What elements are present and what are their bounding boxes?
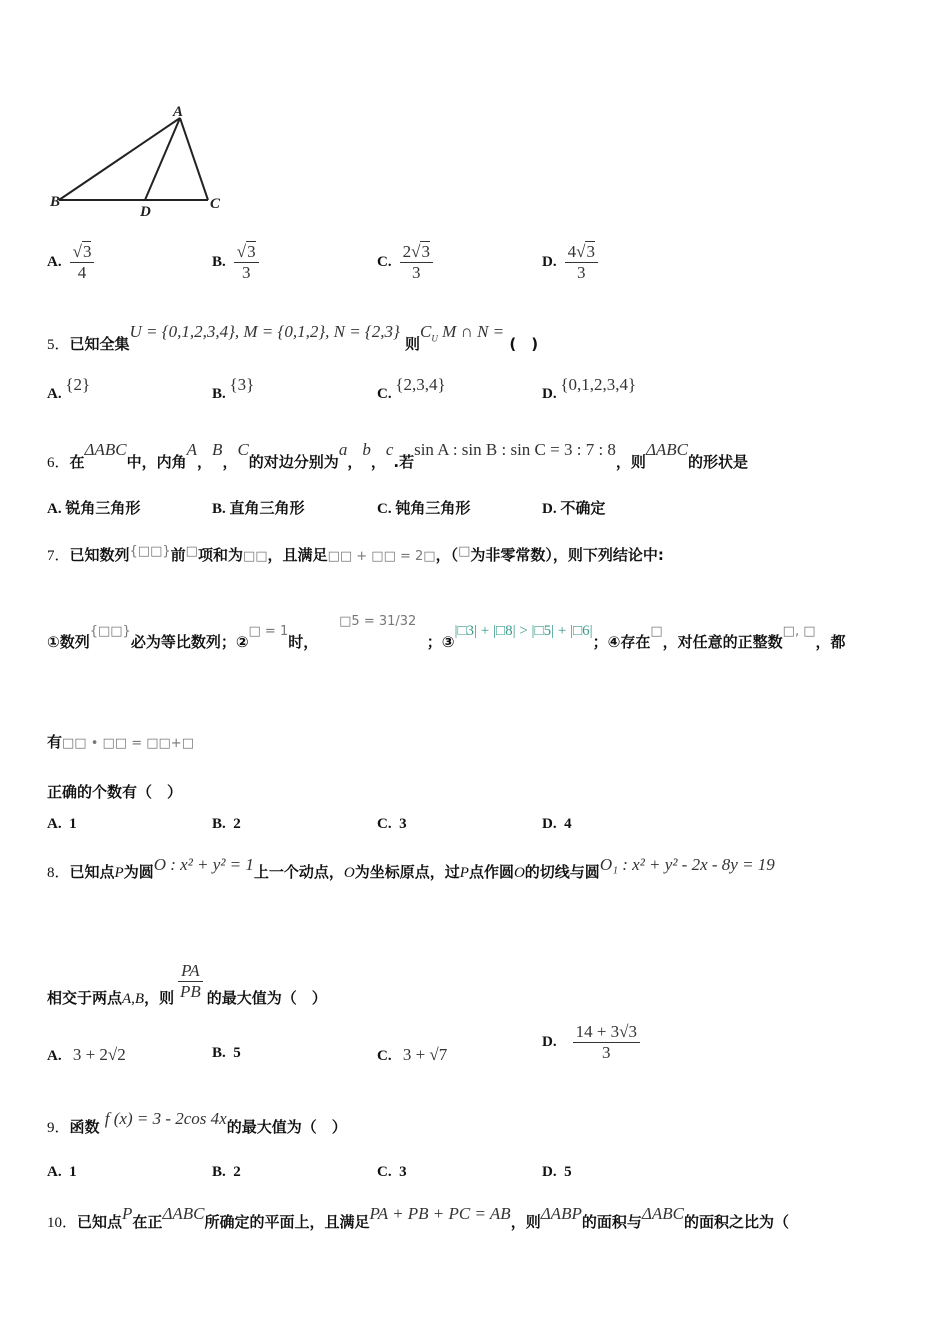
option-value: 锐角三角形 [65,499,141,517]
text: ， [347,453,363,471]
text: 上一个动点， [253,863,344,881]
q7-option-c[interactable] [377,816,407,833]
option-key: C. [377,816,392,832]
option-value: {2} [65,375,91,394]
math: C [237,440,249,459]
math: □ [185,544,198,559]
text: ，（ [435,546,459,564]
label-a: A [173,104,184,120]
q7-stem [47,544,664,565]
q9-stem [47,1109,347,1137]
math: □□ + □□ = 2□ [327,549,436,564]
text: 点作圆 [468,863,514,881]
text: 时， [288,633,319,651]
text: ，都 [815,633,846,651]
q5-option-c[interactable] [377,375,446,403]
denominator: 3 [602,1043,611,1062]
text: ，则 [510,1213,541,1231]
text: 已知全集 [69,335,130,353]
math: sin A : sin B : sin C = 3 : 7 : 8 [414,440,616,459]
text: ①数列 [47,633,90,651]
q9-option-c[interactable] [377,1164,407,1181]
denominator: PB [180,982,201,1001]
option-value: {3} [229,375,255,394]
math: {□□} [89,624,131,639]
option-key: D. [542,1033,557,1050]
math: , N = {2,3} [325,322,400,341]
math: O [343,865,355,881]
option-key: D. [542,386,557,402]
triangle-figure [45,100,235,220]
option-value: 2 [233,1164,241,1180]
math: □ [458,544,471,559]
q6-option-b[interactable] [212,497,305,518]
option-key: A. [47,1164,62,1180]
text: 有 [47,733,63,751]
denominator: 3 [241,263,251,282]
q9-option-b[interactable] [212,1164,241,1181]
option-key: C. [377,1164,392,1180]
q6-option-c[interactable] [377,497,470,518]
option-key: D. [542,501,557,517]
text: 在正 [132,1213,163,1231]
coefficient: 2 [402,242,412,261]
denominator: 4 [77,263,87,282]
option-key: B. [212,253,226,270]
text: 的面积与 [581,1213,642,1231]
q4-option-a[interactable]: A. $\frac{√3}{4}$ [47,242,94,283]
math: ΔABC [641,1204,684,1223]
q7-statements [47,614,846,652]
math: P [122,1204,133,1223]
math: a [338,440,348,459]
math: O₁ : x² + y² - 2x - 8y = 19 [599,855,775,874]
math: PA + PB + PC = AB [369,1204,511,1223]
numerator: 3 [82,242,92,261]
q8-option-c[interactable] [377,1045,447,1065]
math: ΔABP [540,1204,582,1223]
q8-option-b[interactable] [212,1045,241,1062]
option-key: C. [377,253,392,270]
text: 则 [405,335,421,353]
q8-option-d[interactable] [542,1022,640,1063]
text: 已知点 [69,863,115,881]
text: 前 [170,546,186,564]
text: ；④存在 [592,633,651,651]
option-key: A. [47,253,62,270]
option-key: D. [542,253,557,270]
q6-stem [47,440,749,472]
question-number: 9． [47,1120,70,1136]
q5-option-a[interactable] [47,375,91,403]
math: □ = 1 [248,624,289,639]
label-c: C [210,196,221,212]
numerator: 3 [247,242,256,261]
math: c [385,440,394,459]
option-value: 3 + 2√2 [72,1045,126,1064]
text: 为非零常数），则下列结论中: [470,546,664,564]
option-key: B. [212,386,226,402]
q9-option-a[interactable] [47,1164,77,1181]
option-value: 2 [233,816,241,832]
text: 的形状是 [688,453,749,471]
math: {□□} [129,544,171,559]
numerator: 3 [586,242,595,261]
option-key: C. [377,501,392,517]
option-value: 3 + √7 [402,1045,448,1064]
math: O [513,865,525,881]
option-key: B. [212,1164,226,1180]
coefficient: 4 [567,242,577,261]
label-d: D [140,204,151,220]
denominator: 3 [412,263,421,282]
option-key: B. [212,1045,226,1061]
answer-blank: ( ) [509,335,539,353]
q5-option-b[interactable] [212,375,255,403]
math: A [186,440,198,459]
option-value: 5 [564,1164,572,1180]
option-key: A. [47,386,62,402]
text: ，对任意的正整数 [662,633,783,651]
math: P [114,865,124,881]
text: ，且满足 [267,546,328,564]
option-value: 5 [233,1045,241,1061]
math: ΔABC [645,440,689,459]
math: ΔABC [84,440,127,459]
q7-statement-4-cont [47,731,194,752]
text: 的最大值为（ ） [206,989,327,1007]
text: .若 [393,453,415,471]
text: 必为等比数列；② [130,633,249,651]
text: 已知数列 [69,546,130,564]
option-key: D. [542,816,557,832]
text: 所确定的平面上，且满足 [204,1213,370,1231]
math: ΔABC [162,1204,205,1223]
q9-option-d[interactable] [542,1164,572,1181]
q10-stem [47,1204,789,1232]
math: U = {0,1,2,3,4} [129,322,235,341]
label-b: B [50,194,61,210]
question-number: 7． [47,548,70,564]
math: □□ • □□ = □□+□ [62,736,194,751]
option-value: {0,1,2,3,4} [560,375,637,394]
text: 中，内角 [126,453,187,471]
q4-option-c[interactable]: C. $\frac{2√3}{3}$ [377,242,433,283]
q4-option-d[interactable]: D. $\frac{4√3}{3}$ [542,242,598,283]
text: ；③ [426,633,455,651]
math: B [212,440,223,459]
text: 为圆 [123,863,154,881]
option-value: 不确定 [560,499,606,517]
numerator: 14 + 3√3 [573,1022,640,1043]
option-key: A. [47,501,62,517]
text: 的对边分别为 [248,453,339,471]
text: ， [370,453,386,471]
text: 的切线与圆 [524,863,600,881]
text: ，则 [615,453,646,471]
text: 相交于两点 [47,989,123,1007]
math: f (x) = 3 - 2cos 4x [104,1109,227,1128]
math: |□3| + |□8| > |□5| + |□6| [454,623,593,639]
math: A,B [122,991,145,1007]
q8-stem [47,855,775,882]
q7-ask [47,781,182,802]
denominator: 3 [577,263,586,282]
q4-option-b[interactable]: B. $\frac{√3}{3}$ [212,242,259,283]
text: 在 [69,453,85,471]
question-number: 10． [47,1215,78,1231]
question-number: 5． [47,337,70,353]
q5-option-d[interactable] [542,375,637,403]
math-subscript: U [431,333,438,344]
q8-option-a[interactable] [47,1045,126,1065]
question-number: 6． [47,455,70,471]
text: ， [197,453,213,471]
q8-stem-cont [47,961,327,1008]
option-value: 3 [399,816,407,832]
text: 项和为 [197,546,243,564]
math: P [459,865,469,881]
option-key: D. [542,1164,557,1180]
option-value: {2,3,4} [395,375,446,394]
numerator: PA [178,961,203,982]
option-key: A. [47,1048,62,1064]
q7-option-d[interactable] [542,816,572,833]
math: □, □ [782,624,816,639]
text: 已知点 [77,1213,123,1231]
math: C [420,322,432,341]
text: 正确的个数有（ ） [47,783,183,801]
q6-option-d[interactable] [542,497,605,518]
math: □5 = 31/32 [339,614,417,629]
text: ，则 [144,989,175,1007]
text: 函数 [69,1118,100,1136]
option-value: 直角三角形 [229,499,305,517]
text: 的最大值为（ ） [226,1118,347,1136]
option-value: 1 [69,816,77,832]
text: ， [222,453,238,471]
option-value: 钝角三角形 [395,499,471,517]
q7-option-b[interactable] [212,816,241,833]
numerator: 3 [421,242,430,261]
option-key: B. [212,816,226,832]
q6-option-a[interactable] [47,497,140,518]
math: b [362,440,371,459]
q5-stem [47,322,539,355]
math: O : x² + y² = 1 [153,855,254,874]
math: □□ [242,549,268,564]
text: 的面积之比为（ [683,1213,789,1231]
option-value: 4 [564,816,572,832]
option-key: C. [377,386,392,402]
text: 为坐标原点，过 [354,863,460,881]
option-key: A. [47,816,62,832]
q7-option-a[interactable] [47,816,77,833]
option-key: B. [212,501,226,517]
math: M ∩ N = [442,322,505,341]
option-value: 3 [399,1164,407,1180]
question-number: 8． [47,865,70,881]
math: , M = {0,1,2} [234,322,326,341]
option-value: 1 [69,1164,77,1180]
option-key: C. [377,1048,392,1064]
math: □ [650,624,663,639]
